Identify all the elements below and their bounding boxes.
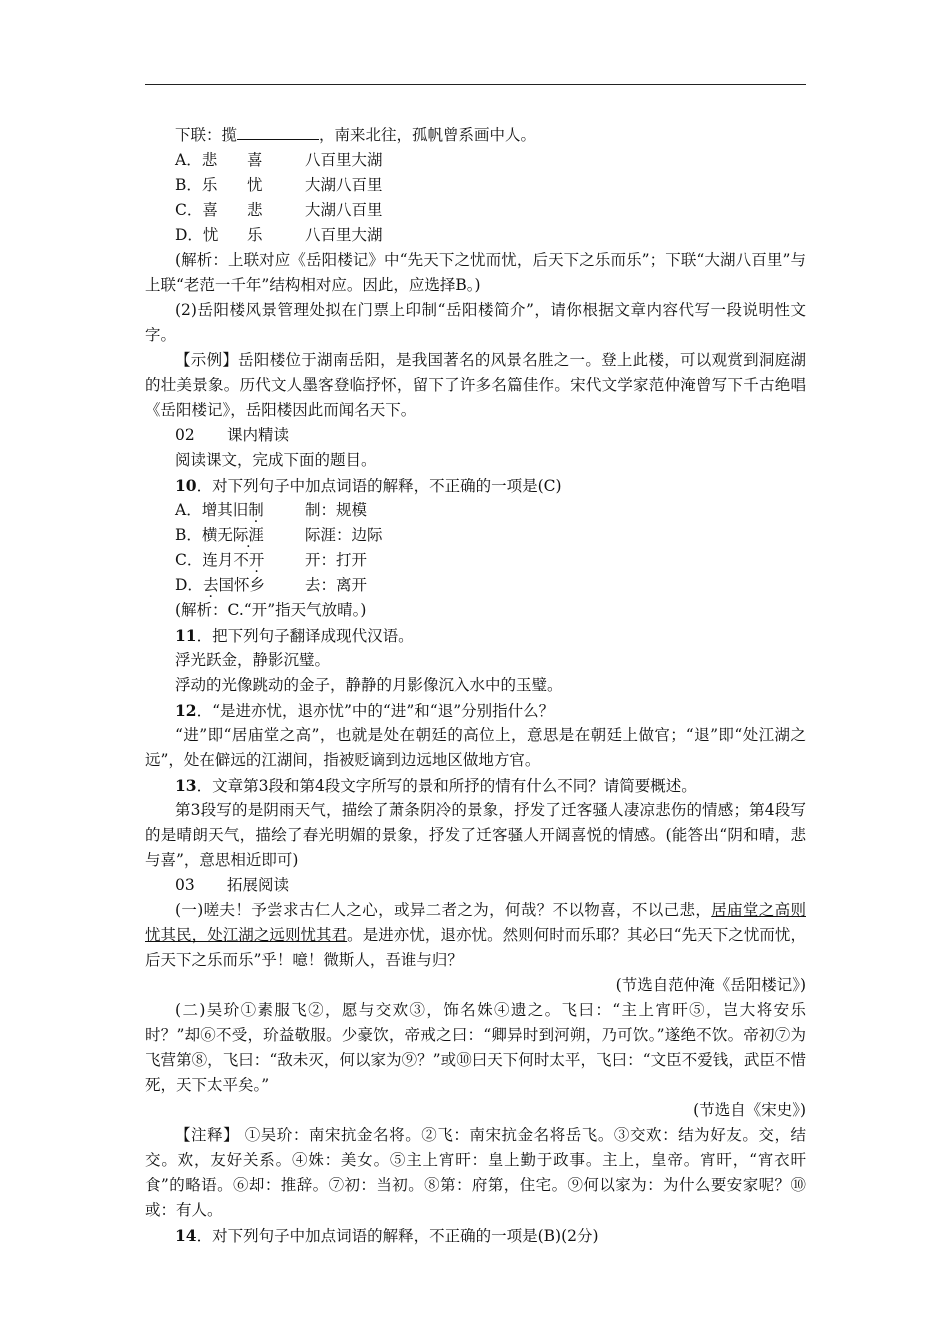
- xialian-suffix: ，南来北往，孤帆曾系画中人。: [319, 126, 537, 144]
- q9-analysis: (解析：上联对应《岳阳楼记》中“先天下之忧而忧，后天下之乐而乐”；下联“大湖八百里”与上联“老范一千年”结构相对应。因此，应选择B。): [145, 251, 806, 294]
- q10-stem: 10．对下列句子中加点词语的解释，不正确的一项是(C): [175, 476, 562, 495]
- q10-option-d: D．去国怀乡 去：离开: [175, 576, 368, 594]
- passage-2-source: (节选自《宋史》): [693, 1101, 806, 1119]
- q9-option-c: C．喜 悲 大湖八百里: [175, 201, 383, 219]
- q14-stem: 14．对下列句子中加点词语的解释，不正确的一项是(B)(2分): [175, 1226, 599, 1245]
- q10-analysis: (解析：C.“开”指天气放晴。): [175, 601, 367, 619]
- xialian-prefix: 下联：揽: [175, 126, 238, 144]
- reading-intro: 阅读课文，完成下面的题目。: [175, 451, 377, 469]
- answer-blank: [237, 124, 319, 140]
- q12-stem: 12．“是进亦忧，退亦忧”中的“进”和“退”分别指什么？: [175, 701, 555, 720]
- section-03-heading: 03 拓展阅读: [175, 876, 290, 894]
- xialian-line: [145, 123, 806, 148]
- q9-sub2: (2)岳阳楼风景管理处拟在门票上印制“岳阳楼简介”，请你根据文章内容代写一段说明性文字。: [145, 301, 806, 344]
- passage-1-source: (节选自范仲淹《岳阳楼记》): [615, 976, 806, 994]
- q9-option-d: D．忧 乐 八百里大湖: [175, 226, 383, 244]
- q13-stem: 13．文章第3段和第4段文字所写的景和所抒的情有什么不同？请简要概述。: [175, 776, 697, 795]
- q9-option-b: B．乐 忧 大湖八百里: [175, 176, 383, 194]
- annotations: 【注释】 ①吴玠：南宋抗金名将。②飞：南宋抗金名将岳飞。③交欢：结为好友。交，结交。欢，友好关系。④姝：美女。⑤主上宵旰：皇上勤于政事。主上，皇帝。宵旰，“宵衣旰食”的略语。⑥却：推辞。⑦初：当初。⑧第：府第，住宅。⑨何以家为：为什么要安家呢？⑩或：有人。: [145, 1126, 806, 1219]
- q11-stem: 11．把下列句子翻译成现代汉语。: [175, 626, 414, 645]
- q12-answer: “进”即“居庙堂之高”，也就是处在朝廷的高位上，意思是在朝廷上做官；“退”即“处江湖之远”，处在僻远的江湖间，指被贬谪到边远地区做地方官。: [145, 726, 806, 769]
- q10-option-b: B．横无际涯 际涯：边际: [175, 526, 383, 544]
- q13-answer: 第3段写的是阴雨天气，描绘了萧条阴冷的景象，抒发了迁客骚人凄凉悲伤的情感；第4段写的是晴朗天气，描绘了春光明媚的景象，抒发了迁客骚人开阔喜悦的情感。(能答出“阴和晴，悲与喜”，意思相近即可): [145, 801, 806, 869]
- q9-example: 【示例】岳阳楼位于湖南岳阳，是我国著名的风景名胜之一。登上此楼，可以观赏到洞庭湖的壮美景象。历代文人墨客登临抒怀，留下了许多名篇佳作。宋代文学家范仲淹曾写下千古绝唱《岳阳楼记》，岳阳楼因此而闻名天下。: [145, 351, 806, 419]
- underlined-sentence: 居庙堂之高则忧其民，处江湖之远则忧其君: [145, 901, 806, 944]
- passage-1: (一)嗟夫！予尝求古仁人之心，或异二者之为，何哉？不以物喜，不以己悲，居庙堂之高则忧其民，处江湖之远则忧其君。是进亦忧，退亦忧。然则何时而乐耶？其必曰“先天下之忧而忧，后天下之乐而乐”乎！噫！微斯人，吾谁与归？: [145, 901, 806, 969]
- header-rule: [145, 84, 806, 85]
- passage-2: (二)吴玠①素服飞②，愿与交欢③，饰名姝④遗之。飞曰：“主上宵旰⑤，岂大将安乐时？”却⑥不受，玠益敬服。少豪饮，帝戒之曰：“卿异时到河朔，乃可饮。”遂绝不饮。帝初⑦为飞营第⑧，飞曰：“敌未灭，何以家为⑨？”或⑩曰天下何时太平，飞曰：“文臣不爱钱，武臣不惜死，天下太平矣。”: [145, 1001, 806, 1094]
- q11-answer: 浮动的光像跳动的金子，静静的月影像沉入水中的玉璧。: [175, 676, 563, 694]
- q10-option-c: C．连月不开 开：打开: [175, 551, 368, 569]
- q11-source: 浮光跃金，静影沉璧。: [175, 651, 331, 669]
- document-body: [145, 123, 806, 1248]
- q10-option-a: A．增其旧制 制：规模: [175, 501, 368, 519]
- q9-option-a: A．悲 喜 八百里大湖: [175, 151, 383, 169]
- section-02-heading: 02 课内精读: [175, 426, 290, 444]
